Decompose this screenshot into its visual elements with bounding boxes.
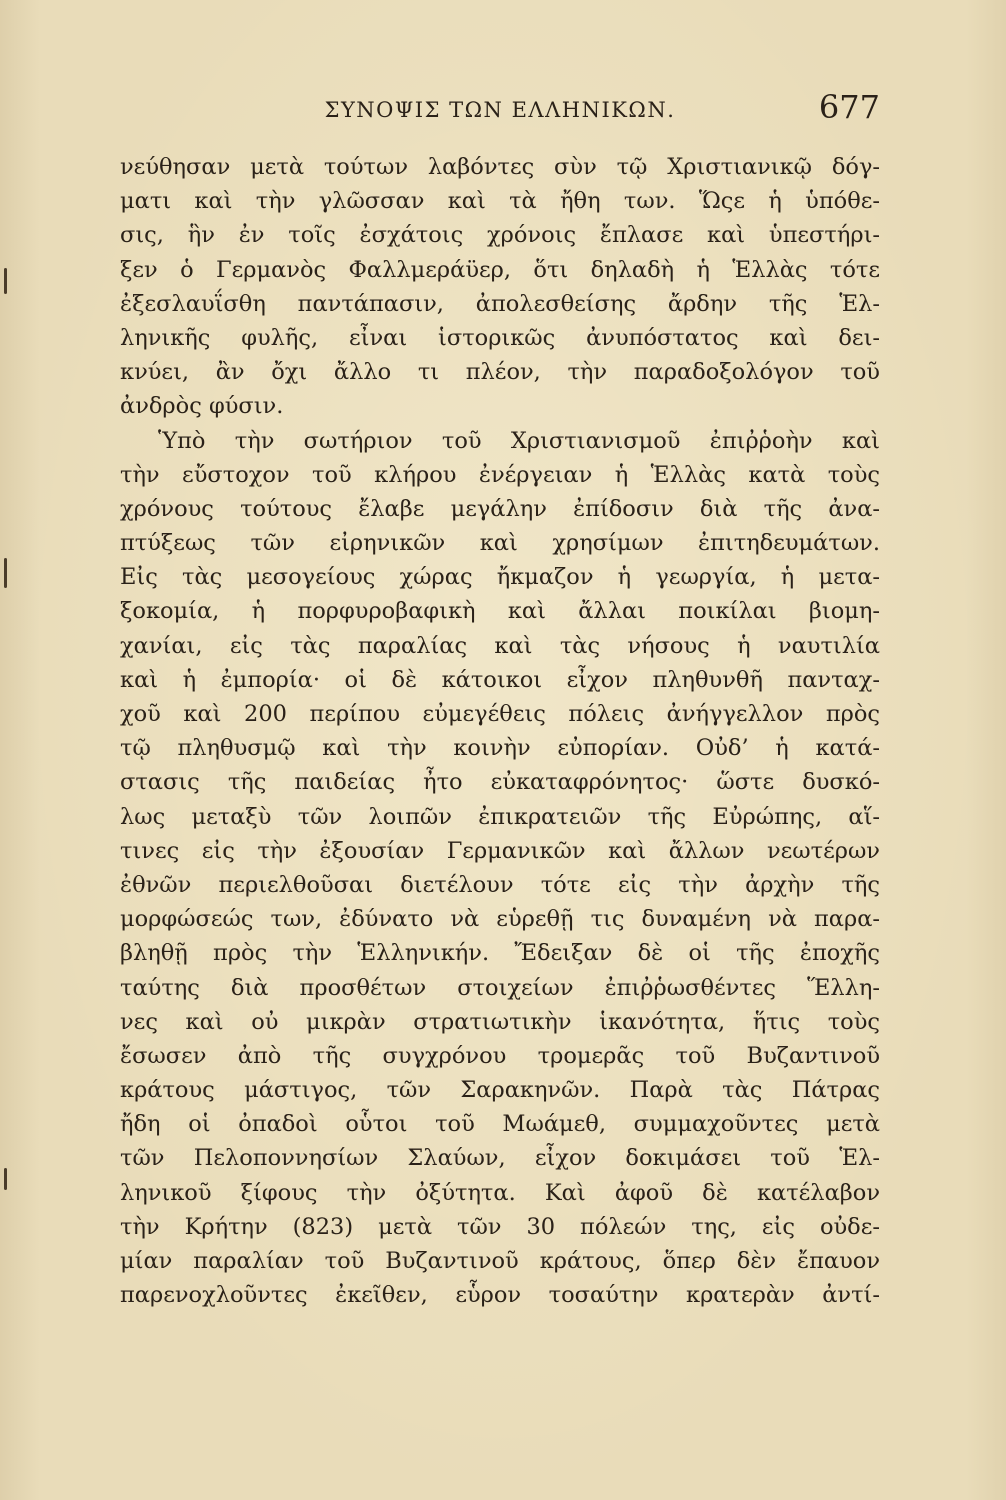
text-line: κράτους μάστιγος, τῶν Σαρακηνῶν. Παρὰ τὰς Πάτρας <box>120 1077 880 1104</box>
text-line: ματι καὶ τὴν γλῶσσαν καὶ τὰ ἤθη των. Ὥςε ἡ ὑπόθε- <box>120 188 880 215</box>
text-line: ταύτης διὰ προσθέτων στοιχείων ἐπιῤῥωσθέντες Ἕλλη- <box>120 974 880 1001</box>
text-line: τὴν εὔστοχον τοῦ κλήρου ἐνέργειαν ἡ Ἑλλὰς κατὰ τοὺς <box>120 461 880 488</box>
text-line: μίαν παραλίαν τοῦ Βυζαντινοῦ κράτους, ὅπερ δὲν ἔπαυον <box>120 1248 880 1274</box>
text-line: βληθῇ πρὸς τὴν Ἑλληνικήν. Ἔδειξαν δὲ οἱ τῆς ἐποχῆς <box>120 940 880 967</box>
text-line: στασις τῆς παιδείας ἦτο εὐκαταφρόνητος· ὥστε δυσκό- <box>120 769 880 796</box>
text-line: ἐθνῶν περιελθοῦσαι διετέλουν τότε εἰς τὴν ἀρχὴν τῆς <box>120 871 880 898</box>
text-line: Εἰς τὰς μεσογείους χώρας ἤκμαζον ἡ γεωργία, ἡ μετα- <box>120 564 880 591</box>
text-line: ἤδη οἱ ὀπαδοὶ οὗτοι τοῦ Μωάμεθ, συμμαχοῦντες μετὰ <box>120 1111 880 1138</box>
text-line: νεύθησαν μετὰ τούτων λαβόντες σὺν τῷ Χριστιανικῷ δόγ- <box>120 154 880 180</box>
text-line: τὴν Κρήτην (823) μετὰ τῶν 30 πόλεών της, εἰς οὐδε- <box>120 1213 880 1240</box>
text-line: τῷ πληθυσμῷ καὶ τὴν κοινὴν εὐπορίαν. Οὐδ’ ἡ κατά- <box>120 735 880 762</box>
margin-binding-mark <box>4 268 7 294</box>
text-line: μορφώσεώς των, ἐδύνατο νὰ εὑρεθῇ τις δυναμένη νὰ παρα- <box>120 906 880 933</box>
text-line: σις, ἣν ἐν τοῖς ἐσχάτοις χρόνοις ἔπλασε καὶ ὑπεστήρι- <box>120 222 880 249</box>
text-line: ξεν ὁ Γερμανὸς Φαλλμεράϋερ, ὅτι δηλαδὴ ἡ Ἑλλὰς τότε <box>120 256 880 283</box>
text-line: χανίαι, εἰς τὰς παραλίας καὶ τὰς νήσους ἡ ναυτιλία <box>120 632 880 659</box>
text-line: χρόνους τούτους ἔλαβε μεγάλην ἐπίδοσιν διὰ τῆς ἀνα- <box>120 495 880 522</box>
text-line: ληνικοῦ ξίφους τὴν ὀξύτητα. Καὶ ἀφοῦ δὲ κατέλαβον <box>120 1179 880 1206</box>
margin-binding-mark <box>4 558 7 588</box>
text-line: τινες εἰς τὴν ἐξουσίαν Γερμανικῶν καὶ ἄλλων νεωτέρων <box>120 837 880 864</box>
margin-binding-mark <box>4 1168 7 1190</box>
body-text <box>120 150 880 1312</box>
text-line: Ὑπὸ τὴν σωτήριον τοῦ Χριστιανισμοῦ ἐπιῤῥοὴν καὶ <box>158 427 880 454</box>
running-title: ΣΥΝΟΨΙΣ ΤΩΝ ΕΛΛΗΝΙΚΩΝ. <box>324 98 676 122</box>
text-line: πτύξεως τῶν εἰρηνικῶν καὶ χρησίμων ἐπιτηδευμάτων. <box>120 530 880 557</box>
page-number: 677 <box>818 88 880 126</box>
text-line: τῶν Πελοποννησίων Σλαύων, εἶχον δοκιμάσει τοῦ Ἑλ- <box>120 1145 880 1172</box>
text-line: ἐξεσλαυΐσθη παντάπασιν, ἀπολεσθείσης ἄρδην τῆς Ἑλ- <box>120 290 880 317</box>
text-line: ξοκομία, ἡ πορφυροβαφικὴ καὶ ἄλλαι ποικίλαι βιομη- <box>120 598 880 625</box>
text-line: ληνικῆς φυλῆς, εἶναι ἱστορικῶς ἀνυπόστατος καὶ δει- <box>120 324 880 351</box>
text-line: ἀνδρὸς φύσιν. <box>120 393 284 420</box>
page-header <box>120 88 880 132</box>
text-line: κνύει, ἂν ὄχι ἄλλο τι πλέον, τὴν παραδοξολόγον τοῦ <box>120 359 880 386</box>
text-line: ἔσωσεν ἀπὸ τῆς συγχρόνου τρομερᾶς τοῦ Βυζαντινοῦ <box>120 1042 880 1069</box>
text-line: καὶ ἡ ἐμπορία· οἱ δὲ κάτοικοι εἶχον πληθυνθῆ πανταχ- <box>120 666 880 693</box>
text-line: χοῦ καὶ 200 περίπου εὐμεγέθεις πόλεις ἀνήγγελλον πρὸς <box>120 701 880 727</box>
text-line: λως μεταξὺ τῶν λοιπῶν ἐπικρατειῶν τῆς Εὐρώπης, αἵ- <box>120 803 880 830</box>
text-line: παρενοχλοῦντες ἐκεῖθεν, εὗρον τοσαύτην κρατερὰν ἀντί- <box>120 1282 880 1309</box>
text-line: νες καὶ οὐ μικρὰν στρατιωτικὴν ἱκανότητα, ἥτις τοὺς <box>120 1008 880 1035</box>
